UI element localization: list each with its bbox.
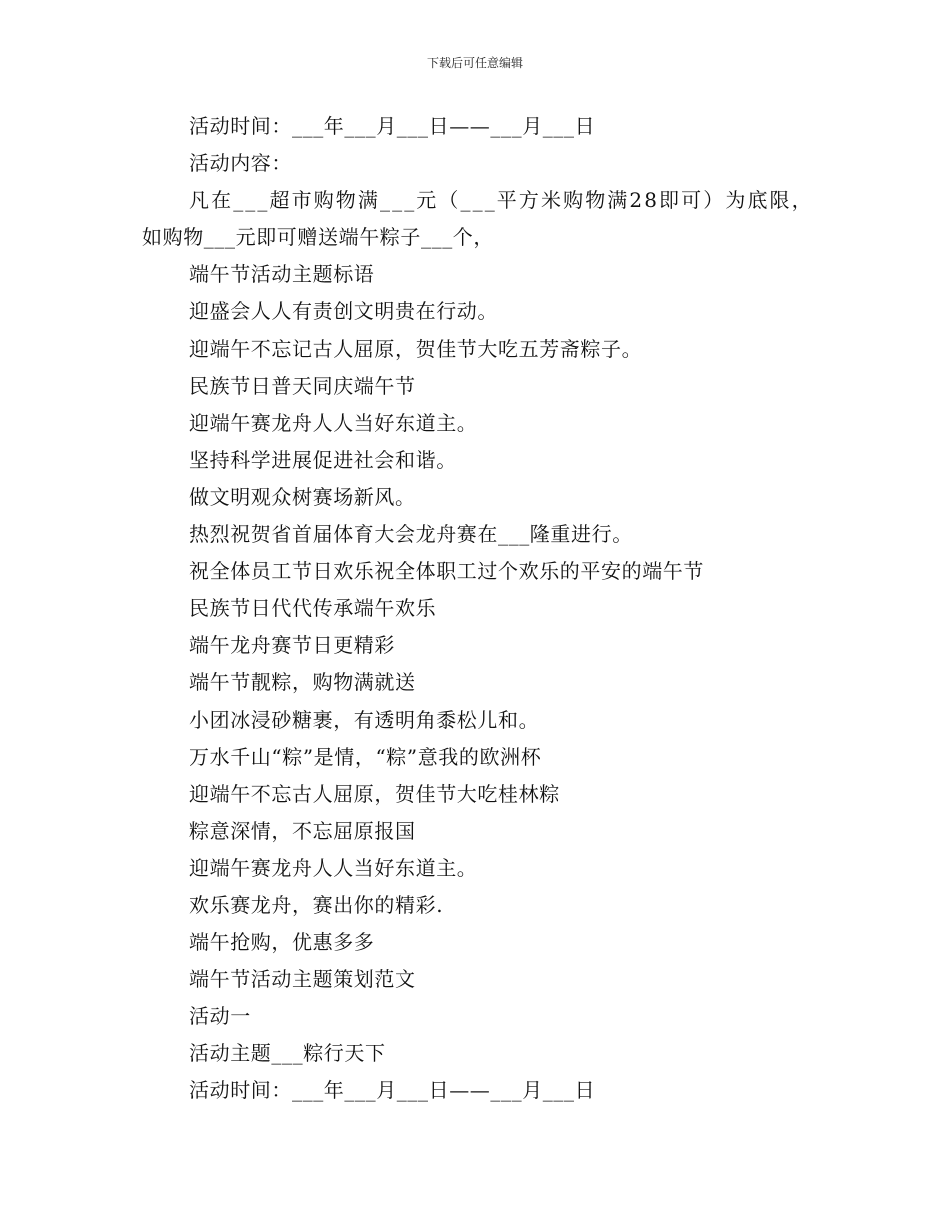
body-line: 迎端午不忘古人屈原，贺佳节大吃桂林粽 <box>189 781 560 806</box>
body-line: 迎端午赛龙舟人人当好东道主。 <box>189 410 478 435</box>
body-line: 活动主题___粽行天下 <box>189 1041 386 1066</box>
body-line: 民族节日普天同庆端午节 <box>189 373 416 398</box>
body-line: 做文明观众树赛场新风。 <box>189 484 416 509</box>
body-line: 活动时间：___年___月___日——___月___日 <box>189 114 596 138</box>
body-line: 祝全体员工节日欢乐祝全体职工过个欢乐的平安的端午节 <box>189 559 704 584</box>
body-line: 民族节日代代传承端午欢乐 <box>189 596 437 621</box>
body-line: 迎端午赛龙舟人人当好东道主。 <box>189 855 478 880</box>
body-line: 端午抢购，优惠多多 <box>189 930 375 955</box>
body-line: 端午节靓粽，购物满就送 <box>189 670 416 695</box>
body-line: 欢乐赛龙舟，赛出你的精彩. <box>189 892 444 917</box>
page-header: 下载后可任意编辑 <box>426 56 523 70</box>
body-line: 迎端午不忘记古人屈原，贺佳节大吃五芳斋粽子。 <box>189 336 643 361</box>
body-line: 迎盛会人人有责创文明贵在行动。 <box>189 299 498 324</box>
body-line: 凡在___超市购物满___元（___平方米购物满28即可）为底限， <box>189 188 814 213</box>
body-line: 活动内容： <box>189 151 292 176</box>
body-line: 坚持科学进展促进社会和谐。 <box>189 447 457 472</box>
body-line: 端午节活动主题标语 <box>189 262 375 287</box>
body-line: 活动时间：___年___月___日——___月___日 <box>189 1078 596 1103</box>
body-line: 万水千山“粽”是情，“粽”意我的欧洲杯 <box>189 744 542 769</box>
body-line: 端午节活动主题策划范文 <box>189 967 416 992</box>
document-body <box>0 108 950 1110</box>
body-line: 活动一 <box>189 1004 251 1029</box>
body-line: 小团冰浸砂糖裹，有透明角黍松儿和。 <box>189 707 540 732</box>
body-line: 如购物___元即可赠送端午粽子___个， <box>142 225 494 250</box>
body-line: 粽意深情，不忘屈原报国 <box>189 818 416 843</box>
body-line: 端午龙舟赛节日更精彩 <box>189 633 395 658</box>
body-line: 热烈祝贺省首届体育大会龙舟赛在___隆重进行。 <box>189 522 633 547</box>
